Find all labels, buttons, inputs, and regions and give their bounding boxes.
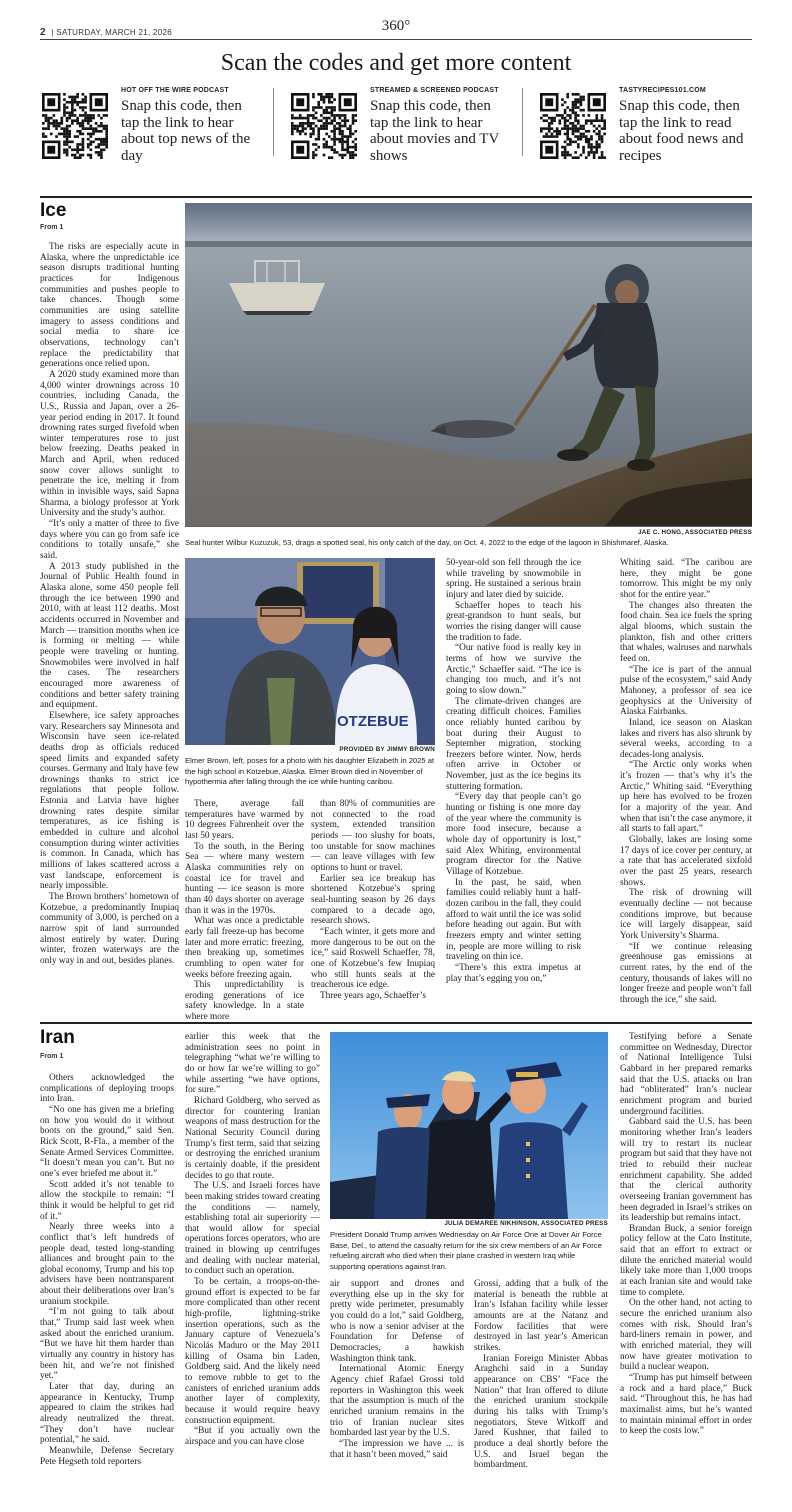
header-rule	[40, 39, 752, 40]
promo-divider	[273, 88, 274, 156]
promo-label: STREAMED & SCREENED PODCAST	[370, 87, 499, 94]
photo-caption: Seal hunter Wilbur Kuzuzuk, 53, drags a spotted seal, his only catch of the day, on Oct. 4, 2022 to the edge of the lagoon in Shishmaref, Alaska.	[185, 538, 669, 547]
iran-column-5: Testifying before a Senate committee on Wednesday, Director of National Intelligence Tulsi Gabbard in her prepared remarks said that the U.S. attacks on Iran had “obliterated” Iran’s nuclear enrichment program and buried underground facilities. Gabbard said the U.S. has been monitoring whether Iran’s leaders will try to restart its nuclear program but said that they have not tried to rebuild their nuclear enrichment capability. She added that the clerical authority overseeing Iranian government has been degraded in Israel’s strikes on its leadership but remains intact. Brandan Buck, a senior foreign policy fellow at the Cato Institute, said that an effort to extract or dilute the enriched material would likely take more than 1,000 troops at each Iranian site and would take time to complete. On the other hand, not acting to secure the enriched uranium also comes with risk. Should Iran’s hard-liners remain in power, and with enriched material, they will now have greater motivation to build a nuclear weapon. “Trump has put himself between a rock and a hard place,” Buck said. “Throughout this, he has had maximalist aims, but he’s wanted to maintain minimal effort in order to keep the costs low.”	[620, 1032, 752, 1437]
photo-credit: JAE C. HONG, ASSOCIATED PRESS	[638, 529, 752, 536]
promo-item-streamed-podcast[interactable]	[291, 87, 506, 167]
ice-column-1: The risks are especially acute in Alaska, where the unpredictable ice season disrupts traditional hunting practices for Indigenous communities and pushes people to take chances. Though some communities are using satellite imagery to assess conditions and social media to share ice observations, technology can’t replace the predictability that generations once relied upon. A 2020 study examined more than 4,000 winter drownings across 10 countries, including Canada, the U.S., Russia and Japan, over a 26-year period ending in 2017. It found drowning rates surged fivefold when winter temperatures rose to just below freezing. Deaths peaked in March and April, when reduced snow cover allows sunlight to penetrate the ice, melting it from within in invisible ways, said Sapna Sharma, a biology professor at York University and the study’s author. “It’s only a matter of three to five days where you can go from safe ice conditions to totally unsafe,” she said. A 2013 study published in the Journal of Public Health found in Alaska alone, some 450 people fell through the ice between 1990 and 2010, with at least 112 deaths. Most accidents occurred in November and March — transition months when ice is forming or melting — while people were traveling or hunting. Snowmobiles were involved in half the cases. The researchers encouraged more awareness of conditions and better safety training and equipment. Elsewhere, ice safety approaches vary. Researchers say Minnesota and Wisconsin have seen ice-related deaths drop as officials reduced speed limits and expanded safety courses. Germany and Italy have few drownings thanks to strict ice regulations that people follow. Estonia and Latvia have higher drowning rates despite similar temperatures, as ice fishing is embedded in culture and alcohol consumption during winter activities is common. In Canada, which has millions of lakes scattered across a vast landscape, enforcement is nearly impossible. The Brown brothers’ hometown of Kotzebue, a predominantly Inupiaq community of 3,000, is perched on a narrow spit of land surrounded almost entirely by water. During winter, frozen waterways are the only way in and out, besides planes.	[40, 242, 179, 966]
iran-column-4: Grossi, adding that a bulk of the material is beneath the rubble at Iran’s Isfahan facility while lesser amounts are at the Natanz and Fordow facilities that were destroyed in last year’s American strikes. Iranian Foreign Minister Abbas Araghchi said in a Sunday appearance on CBS’ “Face the Nation” that Iran offered to dilute the enriched uranium stockpile during his talks with Trump’s negotiators, Steve Witkoff and Jared Kushner, that failed to produce a deal shortly before the U.S. and Israel began the bombardment.	[474, 1279, 608, 1471]
promo-divider	[522, 88, 523, 156]
folio: 2 | SATURDAY, MARCH 21, 2026	[40, 27, 172, 38]
jersey-text: OTZEBUE	[337, 713, 409, 730]
iran-column-3: air support and drones and everything else up in the sky for pretty wide perimeter, presumably you could do a lot,” said Goldberg, who is now a senior adviser at the Foundation for Defense of Democracies, a hawkish Washington think tank. International Atomic Energy Agency chief Rafael Grossi told reporters in Washington this week that the assumption is much of the enriched uranium remains in the trio of Iranian nuclear sites bombarded last year by the U.S. “The impression we have ... is that it hasn’t been moved,” said	[330, 1279, 464, 1460]
photo-credit: JULIA DEMAREE NIKHINSON, ASSOCIATED PRESS	[444, 1220, 608, 1227]
iran-column-1: Others acknowledged the complications of deploying troops into Iran. “No one has given me a briefing on how you would do it without boots on the ground,” said Sen. Rick Scott, R-Fla., a member of the Senate Armed Services Committee. “It doesn’t mean you can’t. But no one’s ever briefed me about it.” Scott added it’s not tenable to allow the stockpile to remain: “I think it would be helpful to get rid of it.” Nearly three weeks into a conflict that’s left hundreds of people dead, tested long-standing alliances and brought pain to the global economy, Trump and his top advisers have been nontransparent about their deliberations over Iran’s uranium stockpile. “I’m not going to talk about that,” Trump said last week when asked about the enriched uranium. “But we have hit them harder than virtually any country in history has been hit, and we’re not finished yet.” Later that day, during an appearance in Kentucky, Trump appeared to claim the strikes had already neutralized the threat. “They don’t have nuclear potential,” he said. Meanwhile, Defense Secretary Pete Hegseth told reporters	[40, 1073, 174, 1467]
promo-text: Snap this code, then tap the link to hear about top news of the day	[121, 98, 251, 164]
promo-item-wire-podcast[interactable]	[42, 87, 257, 167]
qr-code-icon[interactable]	[540, 93, 606, 159]
photo-caption: President Donald Trump arrives Wednesday on Air Force One at Dover Air Force Base, Del., to attend the casualty return for the six crew members of an Air Force refueling aircraft who died when their plane crashed in western Iraq while supporting operations against Iran.	[330, 1230, 602, 1271]
photo-caption: Elmer Brown, left, poses for a photo with his daughter Elizabeth in 2025 at the high school in Kotzebue, Alaska. Elmer Brown died in November of hypothermia after falling through the ice while hunting caribou.	[185, 756, 435, 787]
promo-item-tasty-recipes[interactable]	[540, 87, 755, 167]
father-daughter-photo	[185, 558, 435, 745]
ice-column-3: than 80% of communities are not connected to the road system, extended transition periods — too slushy for boats, too unstable for snow machines — can leave villages with few options to hunt or travel. Earlier sea ice breakup has shortened Kotzebue’s spring seal-hunting season by 26 days compared to a decade ago, research shows. “Each winter, it gets more and more dangerous to be out on the ice,” said Roswell Schaeffer, 78, one of Kotzebue’s few Inupiaq who still hunts seals at the treacherous ice edge. Three years ago, Schaeffer’s	[311, 799, 435, 1001]
trump-dover-photo	[330, 1032, 608, 1219]
page-number: 2	[40, 27, 46, 38]
ice-column-4: 50-year-old son fell through the ice while traveling by snowmobile in spring. He sustained a serious brain injury and later died by suicide. Schaeffer hopes to teach his great-grandson to hunt seals, but worries the rising danger will cause the tradition to fade. “Our native food is really key in terms of how we survive the Arctic,” Schaeffer said. “The ice is changing too much, and it’s not going to slow down.” The climate-driven changes are creating difficult choices. Families once reliably hunted caribou by boat during their August to September migration, stocking freezers before winter. Now, herds often arrive in October or November, just as the ice begins its stuttering formation. “Every day that people can’t go hunting or fishing is one more day of the year where the community is more food insecure, because a whole day of opportunity is lost,” said Alex Whiting, environmental program director for the Native Village of Kotzebue. In the past, he said, when families could reliably hunt a half-dozen caribou in the fall, they could afford to wait until the ice was solid before heading out again. But with freezers empty and winter setting in, people are more willing to risk traveling on thin ice. “There’s this extra impetus at play that’s egging you on,”	[446, 558, 581, 984]
section-name: 360°	[381, 18, 411, 34]
seal-hunter-photo	[185, 203, 752, 526]
promo-title: Scan the codes and get more content	[220, 50, 572, 76]
section-rule-ice	[40, 196, 752, 198]
iran-headline: Iran	[40, 1027, 75, 1048]
photo-credit: PROVIDED BY JIMMY BROWN	[339, 746, 435, 753]
ice-headline: Ice	[40, 200, 67, 221]
promo-label: TASTYRECIPES101.COM	[619, 87, 706, 94]
promo-text: Snap this code, then tap the link to read about food news and recipes	[619, 98, 744, 164]
issue-date: SATURDAY, MARCH 21, 2026	[56, 28, 172, 37]
promo-text: Snap this code, then tap the link to hear about movies and TV shows	[370, 98, 500, 164]
qr-code-icon[interactable]	[42, 93, 108, 159]
promo-label: HOT OFF THE WIRE PODCAST	[121, 87, 229, 94]
ice-jump-line: From 1	[40, 224, 64, 231]
ice-column-2: There, average fall temperatures have warmed by 10 degrees Fahrenheit over the last 50 years. To the south, in the Bering Sea — where many western Alaska communities rely on coastal ice for travel and hunting — ice season is more than 40 days shorter on average than it was in the 1970s. What was once a predictable early fall freeze-up has become later and more erratic: freezing, then breaking up, sometimes crumbling to open water for weeks before freezing again. This unpredictability is eroding generations of ice safety knowledge. In a state where more	[185, 799, 304, 1023]
section-rule-iran	[40, 1022, 752, 1024]
iran-column-2: earlier this week that the administration sees no point in telegraphing “what we’re willing to do or how far we’re willing to go” while asserting “we have options, for sure.” Richard Goldberg, who served as director for countering Iranian weapons of mass destruction for the National Security Council during Trump’s first term, said that seizing or destroying the enriched uranium is certainly doable, if the president decides to go that route. The U.S. and Israeli forces have been making strides toward creating the conditions — namely, establishing total air superiority — that would allow for special operations forces operators, who are trained in blowing up centrifuges and dealing with nuclear material, to conduct such an operation. To be certain, a troops-on-the-ground effort is expected to be far more complicated than other recent high-profile, lightning-strike insertion operations, such as the January capture of Venezuela’s Nicolás Maduro or the May 2011 killing of Osama bin Laden, Goldberg said. And the likely need to remove rubble to get to the canisters of enriched uranium adds another layer of complexity, because it would require heavy construction equipment. “But if you actually own the airspace and you can have close	[185, 1032, 321, 1447]
qr-code-icon[interactable]	[291, 93, 357, 159]
iran-jump-line: From 1	[40, 1053, 64, 1060]
ice-column-5: Whiting said. “The caribou are here, they might be gone tomorrow. This might be my only shot for the entire year.” The changes also threaten the food chain. Sea ice fuels the spring algal blooms, which sustain the plankton, fish and other critters that whales, walruses and narwhals feed on. “The ice is part of the annual pulse of the ecosystem,” said Andy Mahoney, a professor of sea ice geophysics at the University of Alaska Fairbanks. Inland, ice season on Alaskan lakes and rivers has also shrunk by several weeks, according to a decades-long analysis. “The Arctic only works when it’s frozen — that’s why it’s the Arctic,” Whiting said. “Everything up here has evolved to be frozen for a majority of the year. And when that isn’t the case anymore, it all starts to fall apart.” Globally, lakes are losing some 17 days of ice cover per century, at a rate that has accelerated sixfold over the past 25 years, research shows. The risk of drowning will eventually decline — not because conditions improve, but because ice will largely disappear, said York University’s Sharma. “If we continue releasing greenhouse gas emissions at current rates, by the end of the century, thousands of lakes will no longer freeze and people won’t fall through the ice,” she said.	[620, 558, 752, 1005]
